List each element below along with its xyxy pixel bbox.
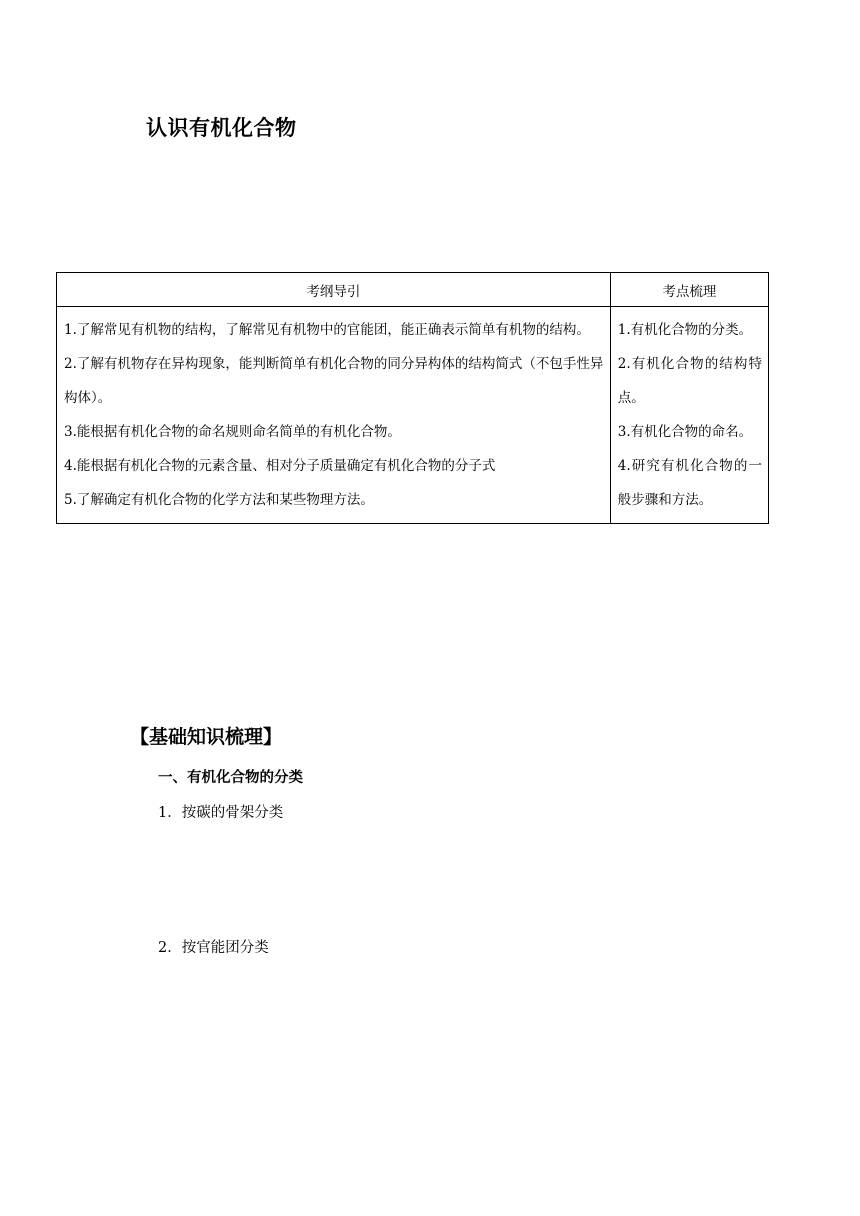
- key-point-item-3: 3.有机化合物的命名。: [617, 424, 753, 440]
- section-subheading: 一、有机化合物的分类: [158, 770, 303, 786]
- requirements-cell: [57, 307, 611, 524]
- page-title: 认识有机化合物: [146, 116, 297, 140]
- key-point-item-2: 2.有机化合物的结构特点。: [617, 356, 762, 406]
- classification-item-2: 2．按官能团分类: [158, 940, 269, 956]
- table-header-row: [57, 273, 769, 307]
- exam-outline-table: [56, 272, 769, 524]
- key-points-cell: [610, 307, 768, 524]
- requirement-item-3: 3.能根据有机化合物的命名规则命名简单的有机化合物。: [64, 424, 401, 440]
- header-key-points: 考点梳理: [610, 273, 768, 307]
- requirement-item-4: 4.能根据有机化合物的元素含量、相对分子质量确定有机化合物的分子式: [64, 458, 496, 474]
- requirement-item-2: 2.了解有机物存在异构现象，能判断简单有机化合物的同分异构体的结构简式（不包手性异构体）。: [64, 356, 604, 406]
- requirement-item-1: 1.了解常见有机物的结构，了解常见有机物中的官能团，能正确表示简单有机物的结构。: [64, 322, 590, 338]
- section-heading: 【基础知识梳理】: [130, 726, 283, 748]
- classification-item-1: 1．按碳的骨架分类: [158, 805, 284, 821]
- key-point-item-1: 1.有机化合物的分类。: [617, 322, 753, 338]
- key-point-item-4: 4.研究有机化合物的一般步骤和方法。: [617, 458, 762, 508]
- table-row: [57, 307, 769, 524]
- header-exam-guide: 考纲导引: [57, 273, 611, 307]
- requirement-item-5: 5.了解确定有机化合物的化学方法和某些物理方法。: [64, 492, 374, 508]
